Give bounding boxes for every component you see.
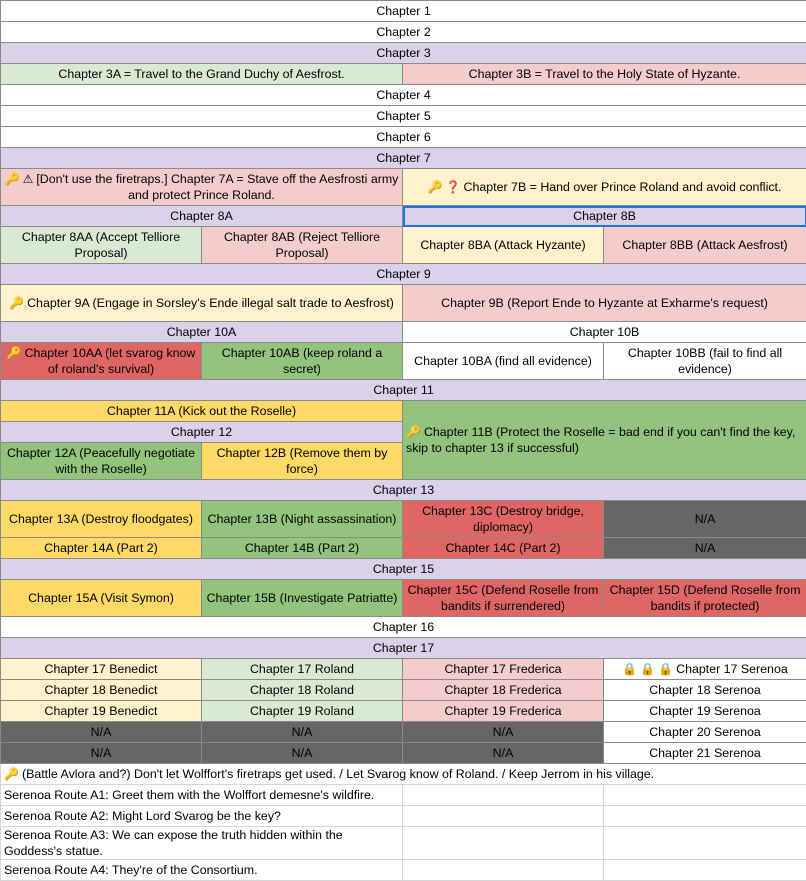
sheet-cell[interactable] <box>1 322 403 343</box>
sheet-cell[interactable] <box>1 169 403 206</box>
cell-text: Chapter 15C (Defend Roselle from bandits if surrendered) <box>408 583 599 613</box>
cell-text: Chapter 15A (Visit Symon) <box>28 591 174 605</box>
sheet-cell[interactable] <box>403 343 604 380</box>
sheet-cell[interactable] <box>604 701 806 722</box>
sheet-cell[interactable] <box>403 227 604 264</box>
sheet-cell[interactable] <box>604 227 806 264</box>
sheet-cell[interactable] <box>604 343 806 380</box>
sheet-cell[interactable] <box>1 806 403 827</box>
cell-text: N/A <box>91 725 112 739</box>
sheet-cell[interactable] <box>403 722 604 743</box>
sheet-cell[interactable] <box>202 680 403 701</box>
cell-text: Chapter 18 Roland <box>250 683 354 697</box>
sheet-cell[interactable] <box>1 638 806 659</box>
sheet-row <box>1 480 806 501</box>
sheet-row <box>1 680 806 701</box>
cell-text: Serenoa Route A3: We can expose the truth hidden within the Goddess's statue. <box>4 828 343 858</box>
cell-text: [Don't use the firetraps.] Chapter 7A = Stave off the Aesfrosti army and protect Prince Roland. <box>36 172 398 202</box>
sheet-row <box>1 169 806 206</box>
cell-text: Chapter 3B = Travel to the Holy State of Hyzante. <box>469 67 741 81</box>
cell-text: Chapter 8AB (Reject Telliore Proposal) <box>224 230 380 260</box>
lock-icon: 🔒 <box>640 662 655 676</box>
sheet-cell[interactable] <box>1 64 403 85</box>
sheet-cell[interactable] <box>403 64 806 85</box>
sheet-row <box>1 764 806 785</box>
sheet-row <box>1 148 806 169</box>
sheet-cell[interactable] <box>604 659 806 680</box>
cell-text: Chapter 10A <box>167 325 237 339</box>
cell-text: Chapter 5 <box>376 109 430 123</box>
cell-text: (Battle Avlora and?) Don't let Wolffort's firetraps get used. / Let Svarog know of Roland. / Keep Jerrom in his village. <box>22 767 654 781</box>
sheet-cell[interactable] <box>202 443 403 480</box>
spreadsheet-body <box>1 1 806 881</box>
sheet-cell[interactable] <box>1 85 806 106</box>
sheet-row <box>1 722 806 743</box>
sheet-row <box>1 538 806 559</box>
sheet-cell[interactable] <box>1 22 806 43</box>
sheet-cell[interactable] <box>1 106 806 127</box>
cell-text: Chapter 18 Serenoa <box>649 683 761 697</box>
sheet-cell[interactable] <box>403 806 604 827</box>
key-icon: 🔑 <box>428 180 443 194</box>
cell-text: Chapter 13A (Destroy floodgates) <box>9 512 193 526</box>
sheet-cell[interactable] <box>604 860 806 881</box>
sheet-row <box>1 617 806 638</box>
cell-text: Chapter 15 <box>373 562 434 576</box>
sheet-cell[interactable] <box>1 264 806 285</box>
sheet-cell[interactable] <box>1 860 403 881</box>
sheet-cell[interactable] <box>202 743 403 764</box>
sheet-cell[interactable] <box>1 401 403 422</box>
sheet-row <box>1 43 806 64</box>
cell-text: Chapter 13B (Night assassination) <box>208 512 397 526</box>
cell-text: N/A <box>292 746 313 760</box>
key-icon: 🔑 <box>4 767 19 781</box>
lock-icon: 🔒 <box>658 662 673 676</box>
sheet-cell[interactable] <box>403 206 806 227</box>
sheet-cell[interactable] <box>403 701 604 722</box>
sheet-cell[interactable] <box>403 827 604 860</box>
cell-text: Chapter 17 Serenoa <box>676 662 788 676</box>
sheet-cell[interactable] <box>202 343 403 380</box>
cell-text: Serenoa Route A4: They're of the Consortium. <box>4 863 258 877</box>
sheet-cell[interactable] <box>202 227 403 264</box>
cell-text: N/A <box>292 725 313 739</box>
sheet-row <box>1 638 806 659</box>
sheet-cell[interactable] <box>604 785 806 806</box>
sheet-cell[interactable] <box>403 743 604 764</box>
sheet-row <box>1 806 806 827</box>
sheet-row <box>1 264 806 285</box>
cell-text: Chapter 9 <box>376 267 430 281</box>
sheet-cell[interactable] <box>604 722 806 743</box>
sheet-cell[interactable] <box>202 701 403 722</box>
sheet-cell[interactable] <box>1 343 202 380</box>
cell-text: Chapter 12 <box>171 425 232 439</box>
sheet-row <box>1 827 806 860</box>
sheet-cell[interactable] <box>403 285 806 322</box>
sheet-row <box>1 22 806 43</box>
sheet-row <box>1 227 806 264</box>
cell-text: Chapter 17 Frederica <box>444 662 561 676</box>
sheet-cell[interactable] <box>1 722 202 743</box>
cell-text: Chapter 10B <box>570 325 640 339</box>
sheet-cell[interactable] <box>403 659 604 680</box>
cell-text: Chapter 11 <box>373 383 433 397</box>
sheet-row <box>1 322 806 343</box>
sheet-cell[interactable] <box>604 538 806 559</box>
sheet-row <box>1 860 806 881</box>
cell-text: Chapter 9B (Report Ende to Hyzante at Exharme's request) <box>441 296 768 310</box>
sheet-cell[interactable] <box>1 443 202 480</box>
cell-text: Chapter 17 <box>373 641 434 655</box>
key-icon: 🔑 <box>7 346 22 360</box>
sheet-cell[interactable] <box>1 680 202 701</box>
cell-text: Chapter 16 <box>373 620 434 634</box>
sheet-cell[interactable] <box>1 827 403 860</box>
sheet-cell[interactable] <box>403 580 604 617</box>
sheet-cell[interactable] <box>403 860 604 881</box>
cell-text: Chapter 20 Serenoa <box>649 725 761 739</box>
cell-text: Chapter 12A (Peacefully negotiate with the Roselle) <box>7 446 195 476</box>
sheet-cell[interactable] <box>604 827 806 860</box>
sheet-cell[interactable] <box>1 559 806 580</box>
cell-text: Chapter 10AA (let svarog know of roland's survival) <box>25 346 196 376</box>
cell-text: Chapter 17 Benedict <box>45 662 158 676</box>
cell-text: Chapter 4 <box>376 88 430 102</box>
cell-text: Chapter 10AB (keep roland a secret) <box>222 346 383 376</box>
sheet-cell[interactable] <box>1 285 403 322</box>
cell-text: Chapter 8BA (Attack Hyzante) <box>420 238 585 252</box>
sheet-row <box>1 401 806 422</box>
cell-text: Chapter 1 <box>376 4 430 18</box>
cell-text: Chapter 18 Benedict <box>45 683 158 697</box>
cell-text: Chapter 17 Roland <box>250 662 354 676</box>
sheet-cell[interactable] <box>1 480 806 501</box>
cell-text: Chapter 12B (Remove them by force) <box>217 446 388 476</box>
cell-text: Chapter 9A (Engage in Sorsley's Ende illegal salt trade to Aesfrost) <box>27 296 394 310</box>
sheet-row <box>1 1 806 22</box>
key-icon: 🔑 <box>5 172 20 186</box>
sheet-cell[interactable] <box>604 806 806 827</box>
cell-text: N/A <box>695 512 716 526</box>
sheet-cell[interactable] <box>1 227 202 264</box>
cell-text: Chapter 13 <box>373 483 434 497</box>
cell-text: Chapter 21 Serenoa <box>649 746 761 760</box>
sheet-cell[interactable] <box>604 680 806 701</box>
sheet-cell[interactable] <box>1 43 806 64</box>
cell-text: Chapter 14B (Part 2) <box>245 541 359 555</box>
sheet-cell[interactable] <box>202 722 403 743</box>
sheet-cell[interactable] <box>604 501 806 538</box>
sheet-cell[interactable] <box>1 580 202 617</box>
cell-text: Chapter 2 <box>376 25 430 39</box>
cell-text: Chapter 8A <box>170 209 233 223</box>
cell-text: N/A <box>493 746 514 760</box>
cell-text: N/A <box>695 541 716 555</box>
cell-text: Chapter 18 Frederica <box>444 683 561 697</box>
sheet-cell[interactable] <box>1 701 202 722</box>
cell-text: Chapter 14A (Part 2) <box>44 541 158 555</box>
sheet-cell[interactable] <box>1 785 403 806</box>
cell-text: Chapter 8AA (Accept Telliore Proposal) <box>22 230 180 260</box>
sheet-cell[interactable] <box>403 538 604 559</box>
cell-text: Chapter 15D (Defend Roselle from bandits if protected) <box>610 583 801 613</box>
cell-text: Chapter 14C (Part 2) <box>445 541 560 555</box>
sheet-cell[interactable] <box>1 380 806 401</box>
cell-text: Serenoa Route A2: Might Lord Svarog be the key? <box>4 809 281 823</box>
sheet-cell[interactable] <box>403 169 806 206</box>
warning-icon: ⚠ <box>23 172 34 186</box>
cell-text: Chapter 3A = Travel to the Grand Duchy of Aesfrost. <box>58 67 344 81</box>
cell-text: Chapter 11B (Protect the Roselle = bad end if you can't find the key, skip to chapter 13 if successful) <box>406 425 795 455</box>
sheet-cell[interactable] <box>202 538 403 559</box>
cell-text: N/A <box>91 746 112 760</box>
sheet-cell[interactable] <box>202 659 403 680</box>
cell-text: Serenoa Route A1: Greet them with the Wolffort demesne's wildfire. <box>4 788 374 802</box>
sheet-cell[interactable] <box>1 743 202 764</box>
sheet-cell[interactable] <box>1 764 806 785</box>
sheet-cell[interactable] <box>604 580 806 617</box>
cell-text: Chapter 8B <box>573 209 636 223</box>
sheet-row <box>1 285 806 322</box>
sheet-cell[interactable] <box>1 659 202 680</box>
sheet-cell[interactable] <box>403 322 806 343</box>
sheet-row <box>1 785 806 806</box>
sheet-row <box>1 659 806 680</box>
key-icon: 🔑 <box>9 296 24 310</box>
sheet-row <box>1 127 806 148</box>
sheet-cell[interactable] <box>202 501 403 538</box>
cell-text: Chapter 8BB (Attack Aesfrost) <box>622 238 787 252</box>
sheet-row <box>1 85 806 106</box>
cell-text: Chapter 13C (Destroy bridge, diplomacy) <box>422 504 584 534</box>
sheet-cell[interactable] <box>1 501 202 538</box>
sheet-cell[interactable] <box>1 148 806 169</box>
cell-text: Chapter 19 Frederica <box>444 704 561 718</box>
cell-text: Chapter 19 Serenoa <box>649 704 761 718</box>
sheet-cell[interactable] <box>604 743 806 764</box>
sheet-cell[interactable] <box>1 538 202 559</box>
cell-text: Chapter 3 <box>376 46 430 60</box>
cell-text: Chapter 10BA (find all evidence) <box>414 354 592 368</box>
sheet-row <box>1 64 806 85</box>
sheet-cell[interactable] <box>403 501 604 538</box>
sheet-cell[interactable] <box>1 127 806 148</box>
cell-text: Chapter 19 Roland <box>250 704 354 718</box>
cell-text: Chapter 11A (Kick out the Roselle) <box>107 404 296 418</box>
sheet-row <box>1 559 806 580</box>
cell-text: Chapter 19 Benedict <box>45 704 158 718</box>
sheet-cell[interactable] <box>403 785 604 806</box>
cell-text: Chapter 10BB (fail to find all evidence) <box>628 346 782 376</box>
cell-text: Chapter 15B (Investigate Patriatte) <box>207 591 398 605</box>
sheet-row <box>1 206 806 227</box>
sheet-cell[interactable] <box>403 680 604 701</box>
lock-icon: 🔒 <box>622 662 637 676</box>
cell-text: Chapter 7 <box>376 151 430 165</box>
sheet-row <box>1 743 806 764</box>
sheet-cell[interactable] <box>403 401 806 480</box>
cell-text: Chapter 7B = Hand over Prince Roland and avoid conflict. <box>464 180 782 194</box>
sheet-row <box>1 380 806 401</box>
sheet-row <box>1 501 806 538</box>
sheet-row <box>1 106 806 127</box>
sheet-cell[interactable] <box>202 580 403 617</box>
sheet-cell[interactable] <box>1 1 806 22</box>
sheet-row <box>1 580 806 617</box>
sheet-cell[interactable] <box>1 422 403 443</box>
sheet-cell[interactable] <box>1 206 403 227</box>
question-icon: ❓ <box>446 180 461 194</box>
cell-text: Chapter 6 <box>376 130 430 144</box>
key-icon: 🔑 <box>406 425 421 439</box>
sheet-cell[interactable] <box>1 617 806 638</box>
sheet-row <box>1 701 806 722</box>
sheet-row <box>1 343 806 380</box>
cell-text: N/A <box>493 725 514 739</box>
